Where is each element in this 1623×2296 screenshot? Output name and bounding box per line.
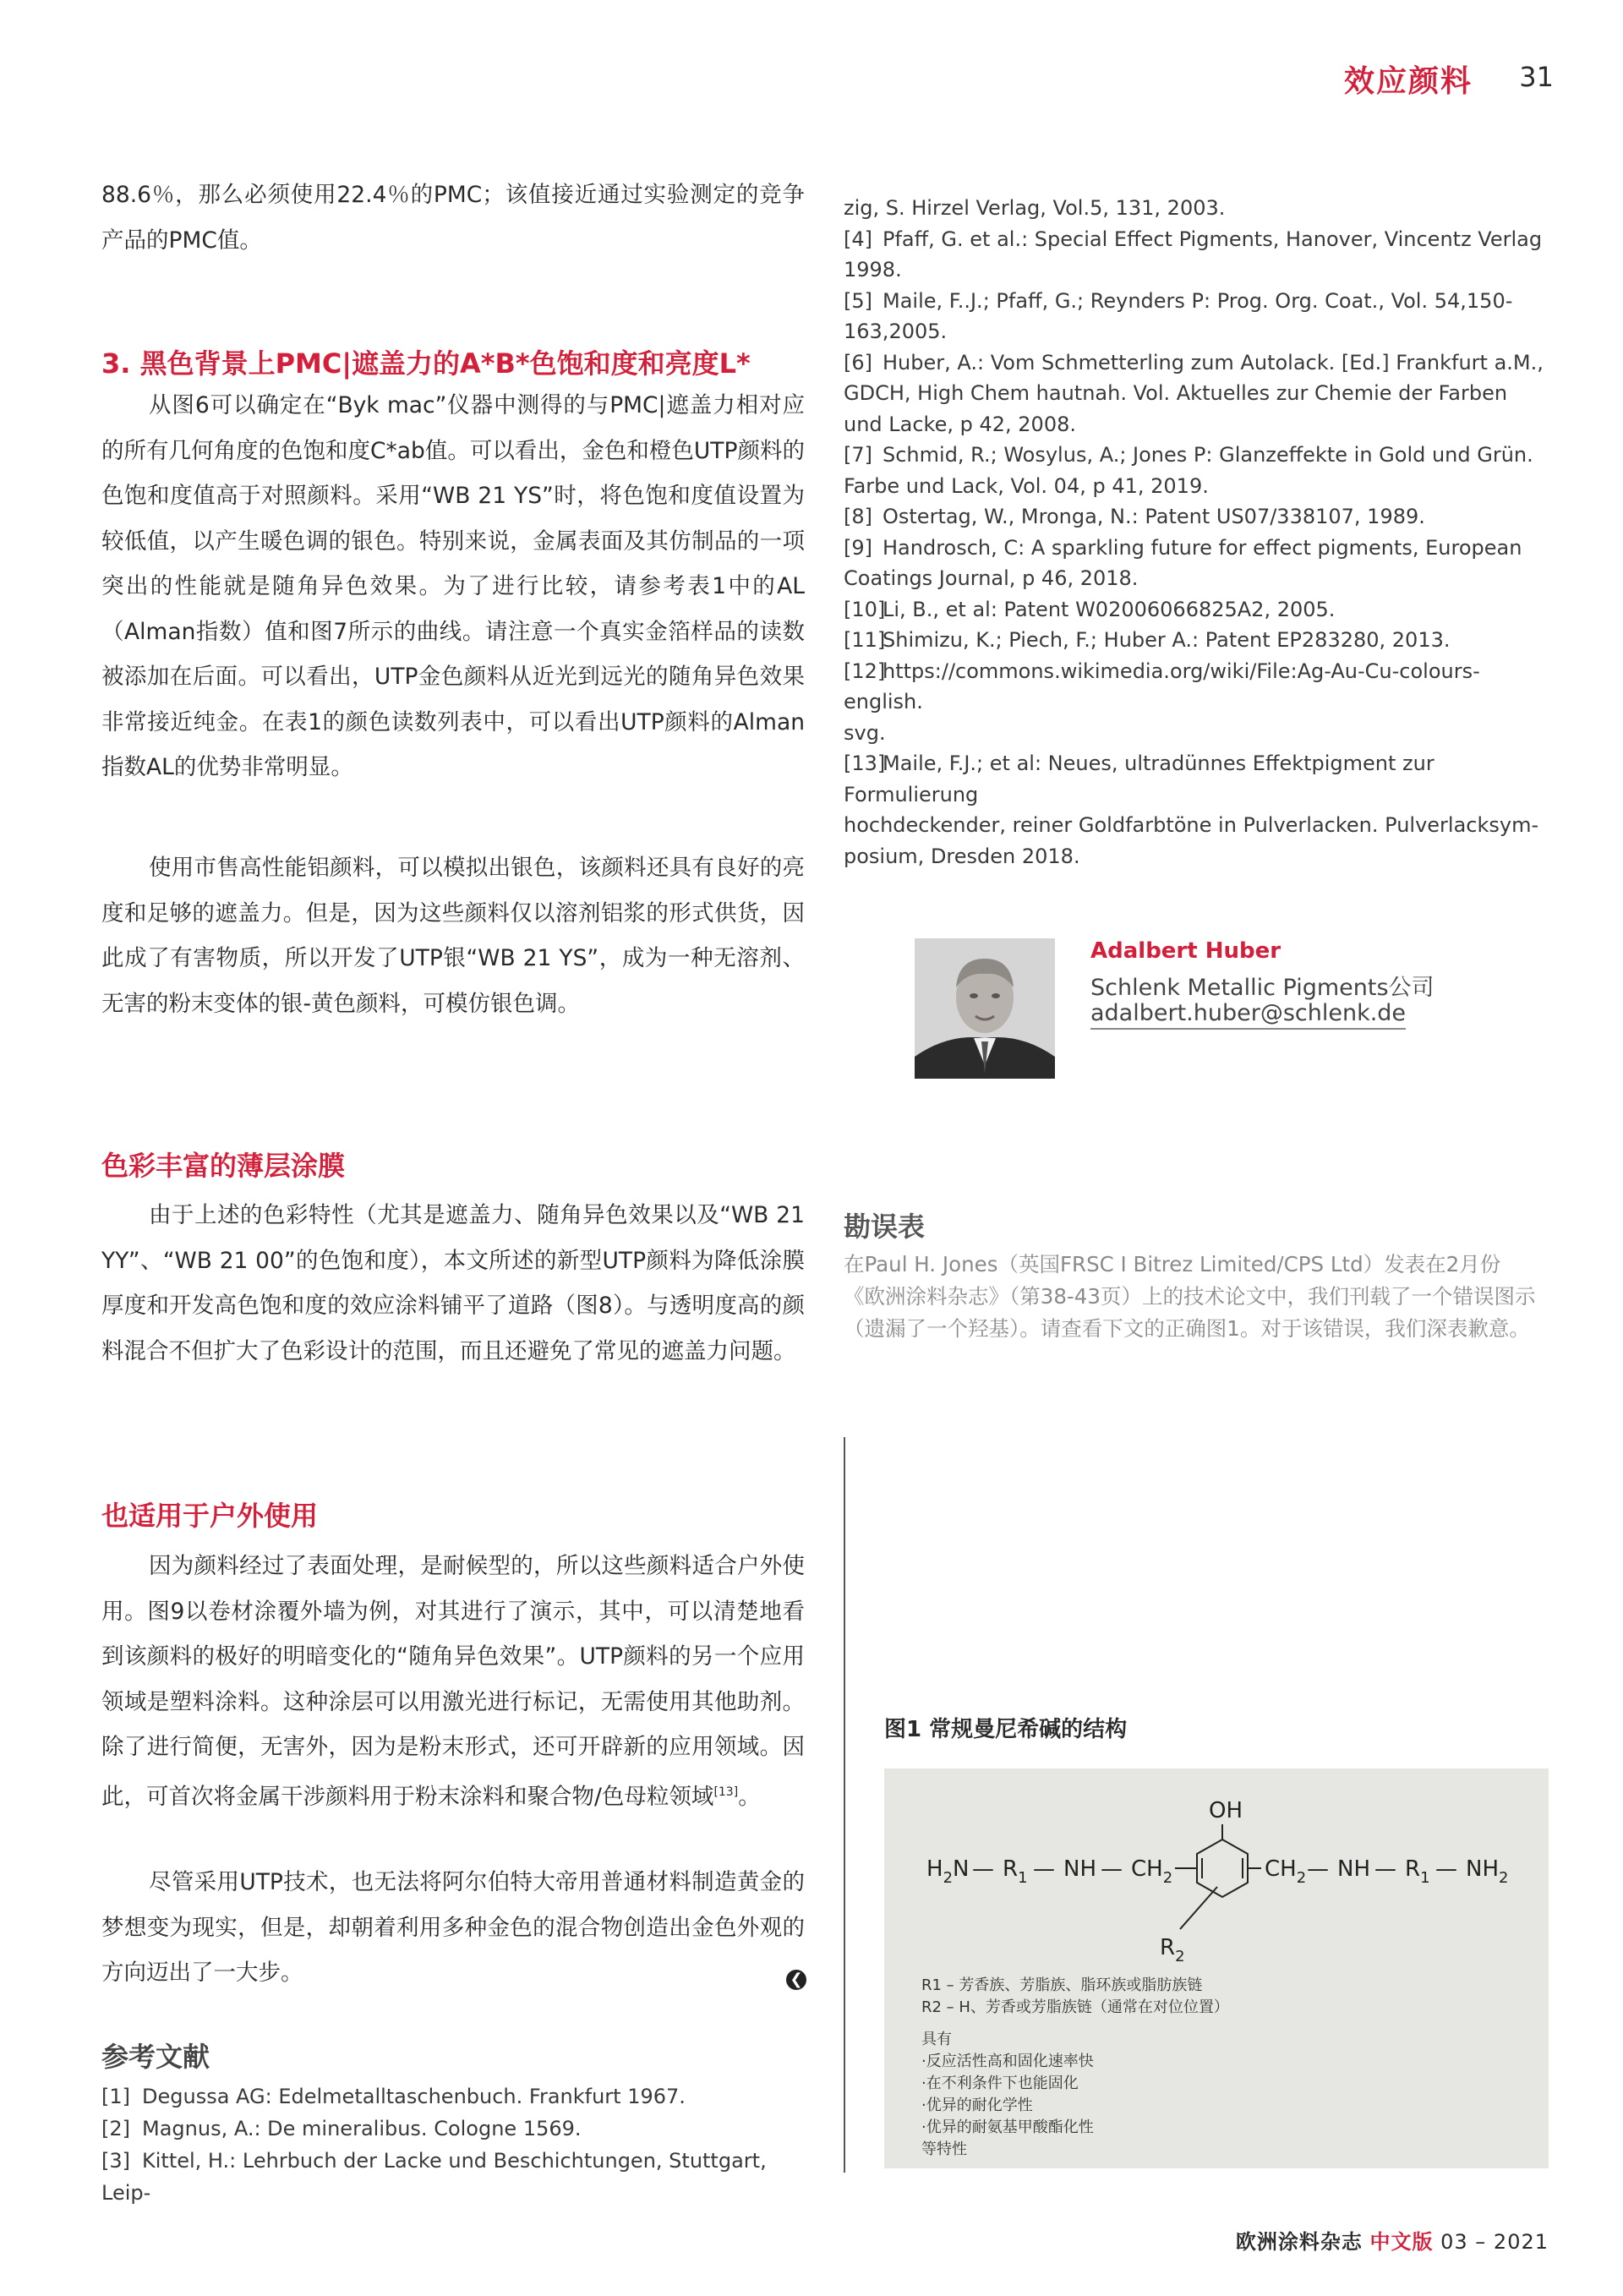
- ch2-label: $CH_2$: [1131, 1856, 1173, 1887]
- reference-item-continued: 1998.: [844, 258, 902, 282]
- reference-item: [3] Kittel, H.: Lehrbuch der Lacke und Beschichtungen, Stuttgart, Leip-: [101, 2149, 767, 2205]
- author-organization: Schlenk Metallic Pigments公司: [1090, 975, 1434, 1001]
- reference-item: [2] Magnus, A.: De mineralibus. Cologne 1569.: [101, 2117, 582, 2140]
- reference-item: [4] Pfaff, G. et al.: Special Effect Pigments, Hanover, Vincentz Verlag: [844, 227, 1543, 251]
- paragraph-top: 88.6％，那么必须使用22.4％的PMC；该值接近通过实验测定的竞争产品的PMC值。: [101, 182, 805, 254]
- reference-item-continued: und Lacke, p 42, 2008.: [844, 412, 1076, 436]
- author-name: Adalbert Huber: [1090, 938, 1281, 964]
- reference-item: [9] Handrosch, C: A sparkling future for effect pigments, European: [844, 535, 1522, 560]
- oh-label: OH: [1209, 1798, 1243, 1823]
- reference-item-continued: hochdeckender, reiner Goldfarbtöne in Pulverlacken. Pulverlacksym-: [844, 813, 1539, 837]
- props-heading: 具有: [921, 2031, 952, 2048]
- nh-label-right: NH: [1337, 1856, 1370, 1882]
- r2-note: R2 – H、芳香或芳脂族链（通常在对位位置）: [921, 1998, 1229, 2016]
- page-number: 31: [1519, 61, 1554, 93]
- citation: [13]: [713, 1785, 739, 1799]
- edition: 中文版: [1369, 2230, 1434, 2254]
- svg-text:—: —: [1374, 1856, 1396, 1882]
- reference-item: [5] Maile, F..J.; Pfaff, G.; Reynders P: Prog. Org. Coat., Vol. 54,150-: [844, 288, 1513, 313]
- reference-item-continued: Coatings Journal, p 46, 2018.: [844, 566, 1139, 590]
- references-list-left: [101, 2080, 805, 2209]
- section-title: 效应颜料: [1343, 64, 1473, 99]
- references-heading: 参考文献: [101, 2041, 210, 2073]
- r2-label: $R_2$: [1160, 1935, 1185, 1965]
- prop-item: ·在不利条件下也能固化: [921, 2075, 1079, 2092]
- prop-item: ·优异的耐化学性: [921, 2096, 1033, 2114]
- svg-text:—: —: [1101, 1856, 1123, 1882]
- reference-item: zig, S. Hirzel Verlag, Vol.5, 131, 2003.: [844, 196, 1226, 220]
- svg-text:—: —: [1435, 1856, 1457, 1882]
- figure-panel: [884, 1768, 1549, 2168]
- erratum-heading: 勘误表: [844, 1211, 926, 1243]
- paragraph-3a: 从图6可以确定在“Byk mac”仪器中测得的与PMC|遮盖力相对应的所有几何角度的色饱和度C*ab值。可以看出，金色和橙色UTP颜料的色饱和度值高于对照颜料。采用“WB 21 YS”时，将色饱和度值设置为较低值，以产生暖色调的银色。特别来说，金属表面及其仿制品的一项突出的性能就是随角异色效果。为了进行比较，请参考表1中的AL（Alman指数）值和图7所示的曲线。请注意一个真实金箔样品的读数被添加在后面。可以看出，UTP金色颜料从近光到远光的随角异色效果非常接近纯金。在表1的颜色读数列表中，可以看出UTP颜料的Alman指数AL的优势非常明显。: [101, 392, 805, 780]
- heading-section-3: 3. 黑色背景上PMC|遮盖力的A*B*色饱和度和亮度L*: [101, 347, 751, 380]
- issue: 03 – 2021: [1440, 2230, 1549, 2254]
- paragraph-color: 由于上述的色彩特性（尤其是遮盖力、随角异色效果以及“WB 21 YY”、“WB 21 00”的色饱和度），本文所述的新型UTP颜料为降低涂膜厚度和开发高色饱和度的效应涂料铺平了道路（图8）。与透明度高的颜料混合不但扩大了色彩设计的范围，而且还避免了常见的遮盖力问题。: [101, 1202, 805, 1364]
- r1-note: R1 – 芳香族、芳脂族、脂环族或脂肪族链: [921, 1976, 1203, 1994]
- column-divider: [844, 1437, 845, 2173]
- reference-item: [7] Schmid, R.; Wosylus, A.; Jones P: Glanzeffekte in Gold und Grün.: [844, 443, 1533, 467]
- heading-outdoor: 也适用于户外使用: [101, 1500, 319, 1532]
- svg-text:—: —: [972, 1856, 994, 1882]
- reference-item-continued: 163,2005.: [844, 320, 948, 343]
- prop-item: ·反应活性高和固化速率快: [921, 2053, 1094, 2070]
- paragraph-outdoor-1: 因为颜料经过了表面处理，是耐候型的，所以这些颜料适合户外使用。图9以卷材涂覆外墙为例，对其进行了演示，其中，可以清楚地看到该颜料的极好的明暗变化的“随角异色效果”。UTP颜料的另一个应用领域是塑料涂料。这种涂层可以用激光进行标记，无需使用其他助剂。除了进行简便，无害外，因为是粉末形式，还可开辟新的应用领域。因此，可首次将金属干涉颜料用于粉末涂料和聚合物/色母粒领域[13]。: [101, 1553, 805, 1810]
- reference-item: [11]Shimizu, K.; Piech, F.; Huber A.: Patent EP283280, 2013.: [844, 628, 1451, 652]
- footer: [1236, 2225, 1549, 2255]
- reference-item: [1] Degussa AG: Edelmetalltaschenbuch. Frankfurt 1967.: [101, 2085, 686, 2108]
- paragraph-3b: 使用市售高性能铝颜料，可以模拟出银色，该颜料还具有良好的亮度和足够的遮盖力。但是，因为这些颜料仅以溶剂铝浆的形式供货，因此成了有害物质，所以开发了UTP银“WB 21 YS”，成为一种无溶剂、无害的粉末变体的银-黄色颜料，可模仿银色调。: [101, 855, 805, 1017]
- svg-text:—: —: [1307, 1856, 1329, 1882]
- h2n-label: $H_2N$: [926, 1856, 970, 1887]
- nh-label: NH: [1063, 1856, 1096, 1882]
- figure-notes: [921, 1975, 1530, 2161]
- prop-item: ·优异的耐氨基甲酸酯化性: [921, 2118, 1094, 2136]
- reference-item-continued: Farbe und Lack, Vol. 04, p 41, 2019.: [844, 473, 1209, 498]
- heading-color: 色彩丰富的薄层涂膜: [101, 1150, 346, 1182]
- reference-item-continued: svg.: [844, 720, 886, 745]
- erratum-body: 在Paul H. Jones（英国FRSC I Bitrez Limited/CPS Ltd）发表在2月份《欧洲涂料杂志》（第38-43页）上的技术论文中，我们刊载了一个错误图示（遗漏了一个羟基）。请查看下文的正确图1。对于该错误，我们深表歉意。: [844, 1252, 1536, 1341]
- prop-item: 等特性: [921, 2140, 967, 2158]
- references-list-right: [844, 193, 1554, 872]
- reference-item-continued: posium, Dresden 2018.: [844, 844, 1080, 868]
- author-photo: [915, 938, 1055, 1079]
- reference-item-continued: GDCH, High Chem hautnah. Vol. Aktuelles zur Chemie der Farben: [844, 381, 1508, 405]
- svg-text:—: —: [1033, 1856, 1055, 1882]
- nh2-label: $NH_2$: [1466, 1856, 1509, 1887]
- figure-caption: 图1 常规曼尼希碱的结构: [884, 1717, 1128, 1742]
- magazine-name: 欧洲涂料杂志: [1235, 2230, 1363, 2254]
- author-email-link[interactable]: adalbert.huber@schlenk.de: [1090, 1000, 1406, 1030]
- r1-label: $R_1$: [1003, 1856, 1028, 1887]
- reference-item: [12]https://commons.wikimedia.org/wiki/File:Ag-Au-Cu-colours-english.: [844, 659, 1480, 713]
- paragraph-outdoor-2: 尽管采用UTP技术，也无法将阿尔伯特大帝用普通材料制造黄金的梦想变为现实，但是，却朝着利用多种金色的混合物创造出金色外观的方向迈出了一大步。: [101, 1869, 805, 1986]
- reference-item: [10]Li, B., et al: Patent W02006066825A2, 2005.: [844, 597, 1336, 621]
- r1-label-right: $R_1$: [1405, 1856, 1430, 1887]
- reference-item: [6] Huber, A.: Vom Schmetterling zum Autolack. [Ed.] Frankfurt a.M.,: [844, 350, 1544, 374]
- reference-item: [8] Ostertag, W., Mronga, N.: Patent US07/338107, 1989.: [844, 505, 1425, 528]
- reference-item: [13]Maile, F.J.; et al: Neues, ultradünnes Effektpigment zur Formulierung: [844, 752, 1434, 806]
- end-mark-icon: ❮: [786, 1970, 806, 1990]
- chemical-structure: [884, 1768, 1549, 1980]
- ch2-label-right: $CH_2$: [1265, 1856, 1307, 1887]
